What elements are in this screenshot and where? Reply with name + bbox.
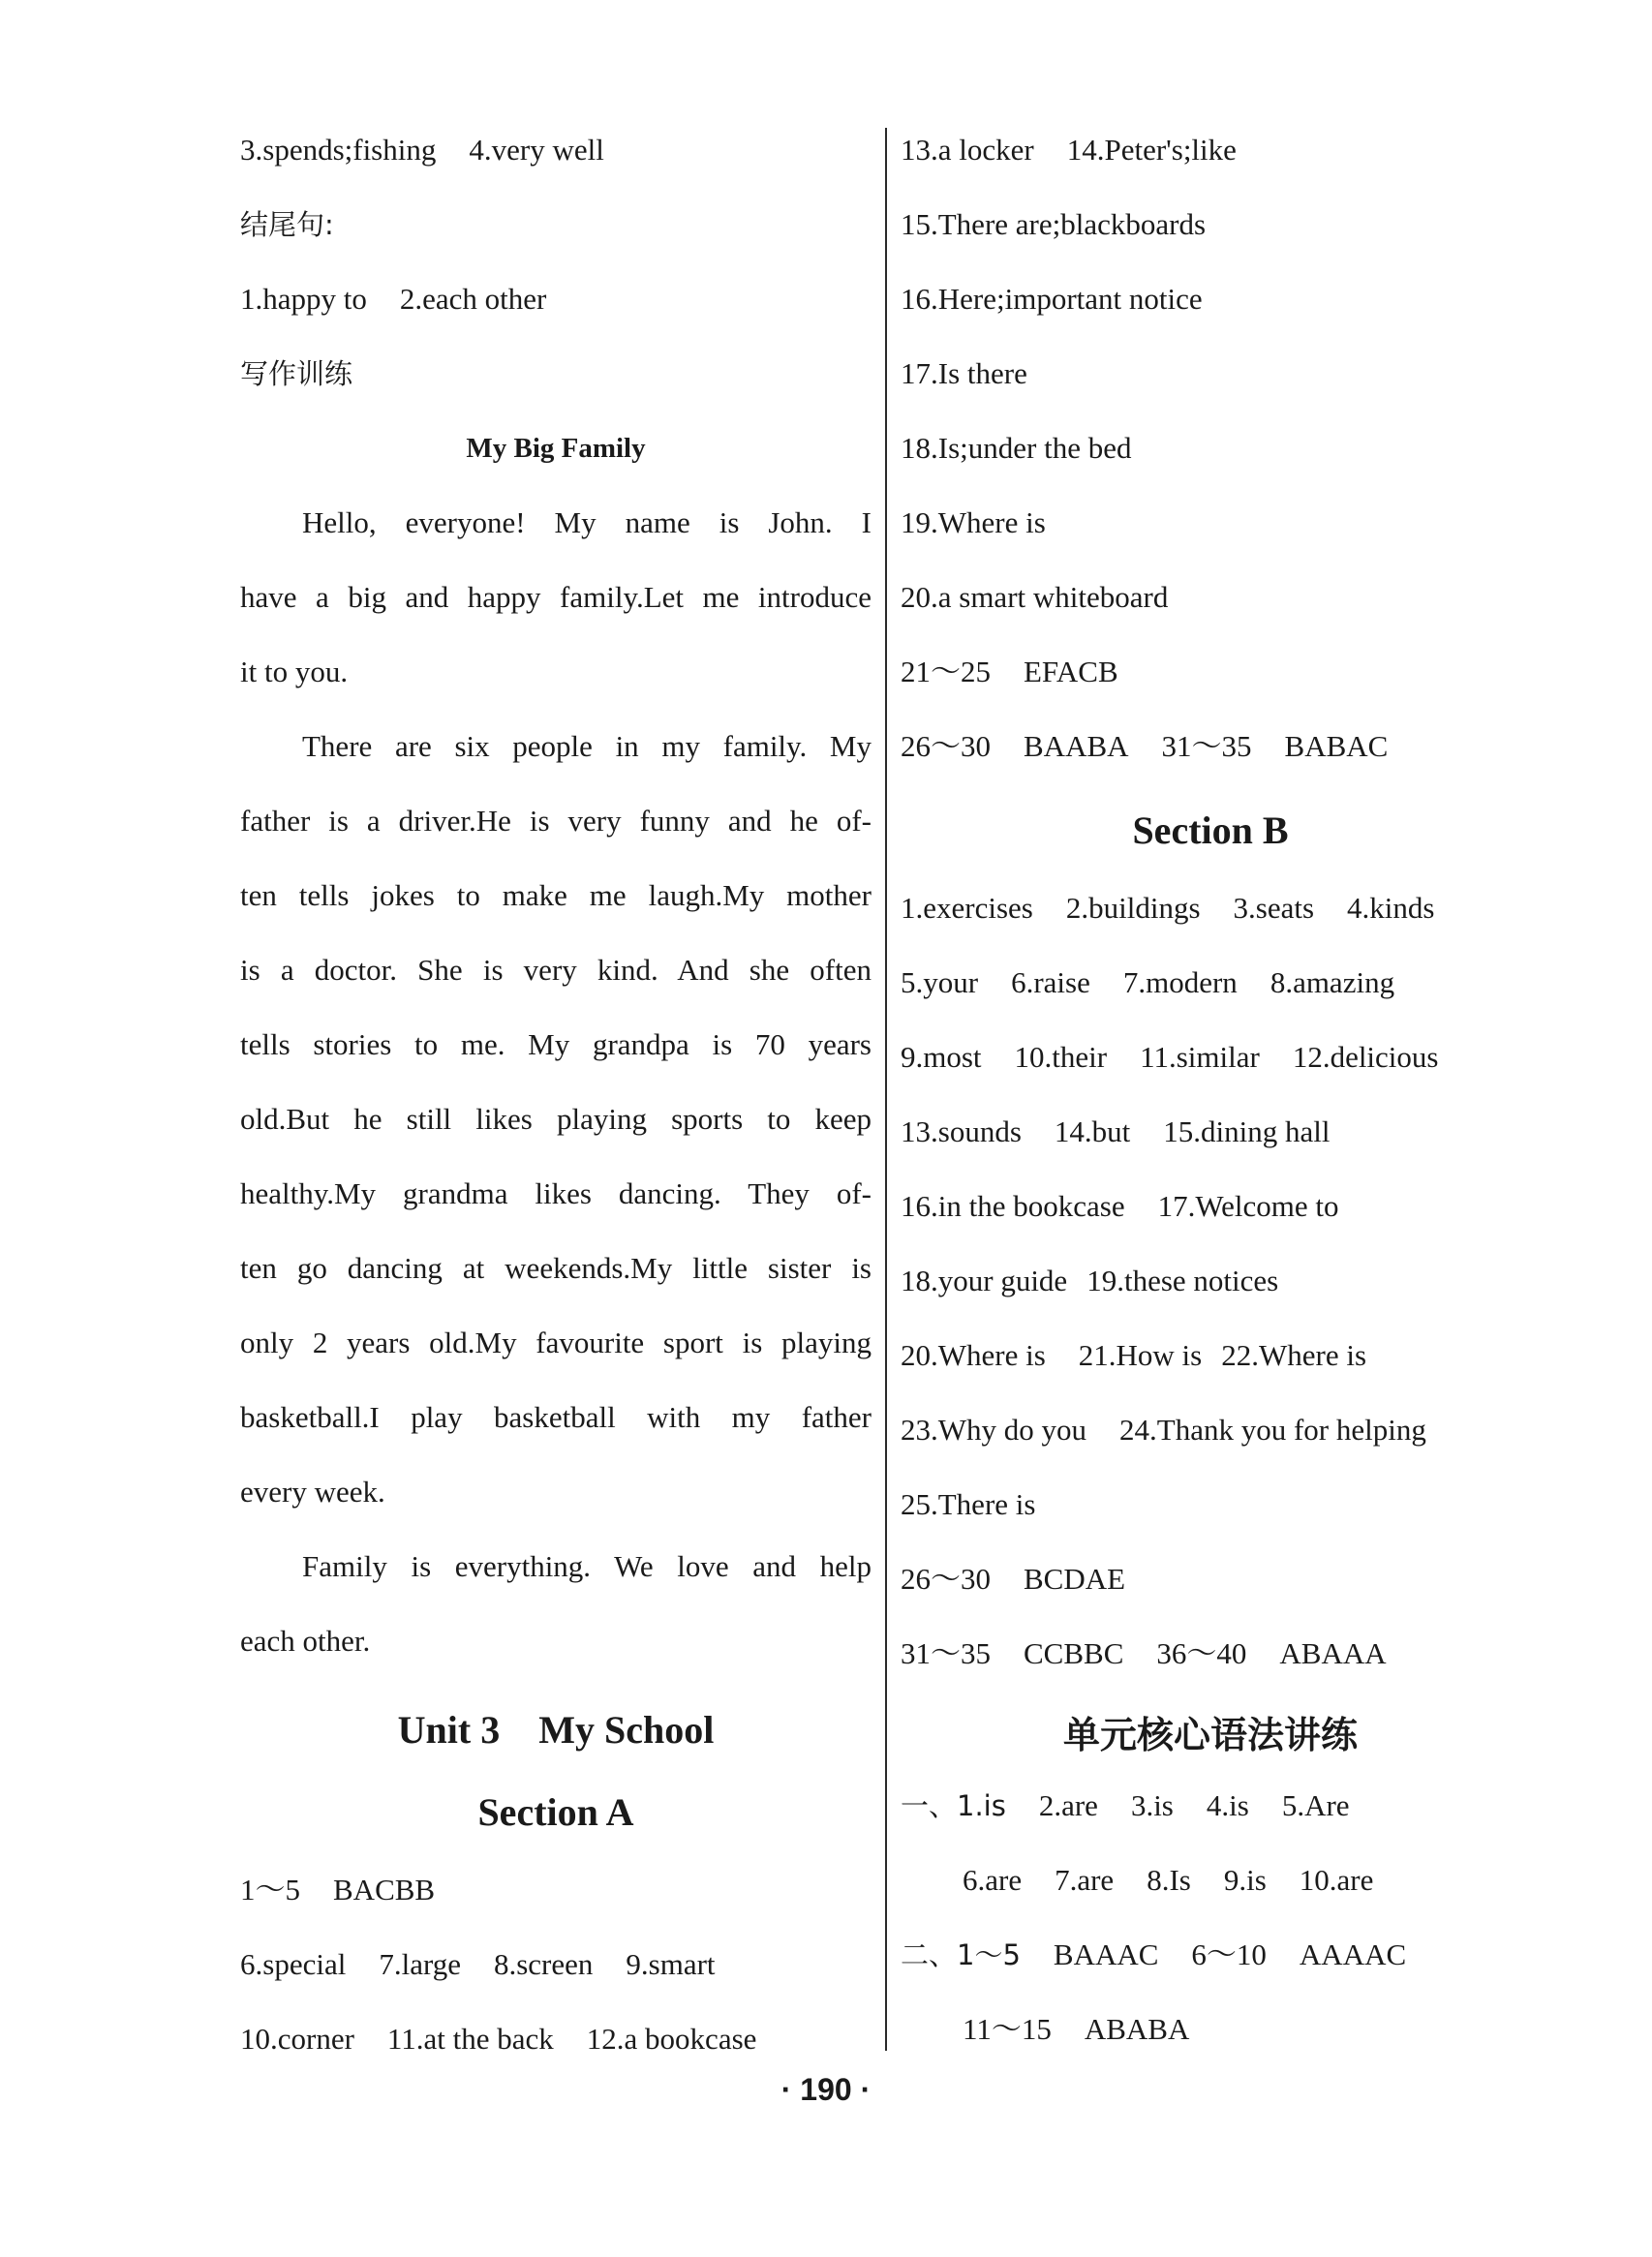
- answer-item: EFACB: [1024, 655, 1118, 688]
- answer-line: 16.Here;important notice: [901, 282, 1203, 316]
- answer-line: [901, 717, 1520, 792]
- answer-item: 13.sounds: [901, 1114, 1022, 1148]
- answer-item: 2.are: [1038, 1788, 1098, 1822]
- answer-item: 18.your guide: [901, 1264, 1068, 1297]
- grammar-practice-heading: 单元核心语法讲练: [1062, 1714, 1358, 1756]
- answer-line: [901, 1550, 1520, 1625]
- answer-item: 22.Where is: [1221, 1338, 1367, 1372]
- essay-line: every week.: [240, 1475, 385, 1509]
- answer-range: 1～5: [240, 1873, 300, 1906]
- answer-item: 1.happy to: [240, 282, 367, 316]
- essay-line: only 2 years old.My favourite sport is playing: [240, 1326, 872, 1359]
- answer-item: 14.but: [1054, 1114, 1131, 1148]
- answer-item: 6.are: [963, 1863, 1023, 1897]
- answer-item: 9.is: [1223, 1863, 1267, 1897]
- answer-item: 7.large: [379, 1947, 461, 1981]
- answer-range: 31～35: [1161, 729, 1252, 763]
- answer-range: 31～35: [901, 1636, 991, 1670]
- answer-item: 一、1.is: [901, 1789, 1006, 1822]
- answer-item: 12.delicious: [1292, 1040, 1439, 1074]
- answer-range: 26～30: [901, 729, 991, 763]
- answer-line: 25.There is: [901, 1487, 1036, 1521]
- answer-line: [901, 954, 1520, 1028]
- answer-item: 14.Peter's;like: [1066, 133, 1237, 167]
- answer-range: 21～25: [901, 655, 991, 688]
- answer-item: 4.kinds: [1347, 891, 1435, 925]
- answer-line: [240, 270, 872, 345]
- answer-line: [901, 1851, 1520, 1926]
- right-column: [901, 121, 1520, 2075]
- answer-item: 8.amazing: [1270, 965, 1395, 999]
- writing-practice-label: 写作训练: [240, 357, 353, 390]
- answer-item: BAAAC: [1053, 1937, 1159, 1971]
- essay-line: Family is everything. We love and help: [302, 1549, 872, 1583]
- answer-item: 10.their: [1014, 1040, 1108, 1074]
- answer-line: 20.a smart whiteboard: [901, 580, 1169, 614]
- answer-item: 10.are: [1299, 1863, 1374, 1897]
- answer-line: [901, 643, 1520, 717]
- essay-line: Hello, everyone! My name is John. I: [302, 505, 872, 539]
- answer-item: 10.corner: [240, 2022, 354, 2056]
- answer-item: 15.dining hall: [1163, 1114, 1331, 1148]
- answer-item: 5.Are: [1281, 1788, 1350, 1822]
- answer-item: 4.very well: [469, 133, 604, 167]
- answer-line: [901, 2000, 1520, 2075]
- answer-item: 9.smart: [626, 1947, 716, 1981]
- unit-title: Unit 3 My School: [397, 1708, 715, 1752]
- answer-item: 7.are: [1055, 1863, 1115, 1897]
- answer-range: 11～15: [963, 2012, 1052, 2046]
- answer-range: 二、1～5: [901, 1938, 1021, 1971]
- answer-line: [240, 1936, 872, 2010]
- essay-line: father is a driver.He is very funny and he of-: [240, 804, 872, 838]
- answer-item: 2.each other: [399, 282, 547, 316]
- essay-line: basketball.I play basketball with my father: [240, 1400, 872, 1434]
- answer-item: 17.Welcome to: [1157, 1189, 1339, 1223]
- answer-item: 19.these notices: [1086, 1264, 1279, 1297]
- answer-range: 6～10: [1191, 1937, 1267, 1971]
- essay-line: ten go dancing at weekends.My little sister is: [240, 1251, 872, 1285]
- answer-line: [901, 1401, 1520, 1476]
- answer-line: 17.Is there: [901, 356, 1027, 390]
- essay-title: My Big Family: [466, 433, 646, 464]
- section-a-heading: Section A: [477, 1790, 634, 1834]
- answer-item: 16.in the bookcase: [901, 1189, 1125, 1223]
- answer-item: BAABA: [1024, 729, 1129, 763]
- answer-range: 36～40: [1156, 1636, 1247, 1670]
- essay-line: have a big and happy family.Let me introduce: [240, 580, 872, 614]
- answer-line: 19.Where is: [901, 505, 1046, 539]
- essay-line: is a doctor. She is very kind. And she often: [240, 953, 872, 987]
- answer-item: BACBB: [333, 1873, 436, 1906]
- left-column: [240, 121, 872, 2085]
- answer-item: 11.similar: [1140, 1040, 1260, 1074]
- essay-line: each other.: [240, 1624, 371, 1658]
- answer-item: 8.screen: [493, 1947, 594, 1981]
- essay-line: There are six people in my family. My: [302, 729, 872, 763]
- essay-line: tells stories to me. My grandpa is 70 years: [240, 1027, 872, 1061]
- answer-line: [240, 1861, 872, 1936]
- answer-item: BCDAE: [1024, 1562, 1126, 1596]
- answer-item: ABAAA: [1279, 1636, 1387, 1670]
- answer-item: 23.Why do you: [901, 1413, 1087, 1447]
- page-number: · 190 ·: [780, 2072, 872, 2107]
- answer-item: 3.seats: [1233, 891, 1315, 925]
- answer-line: [901, 879, 1520, 954]
- answer-item: 12.a bookcase: [586, 2022, 757, 2056]
- answer-line: [901, 1252, 1520, 1327]
- answer-item: 13.a locker: [901, 133, 1034, 167]
- answer-item: AAAAC: [1299, 1937, 1407, 1971]
- answer-line: [901, 1777, 1520, 1851]
- essay-line: old.But he still likes playing sports to keep: [240, 1102, 872, 1136]
- section-b-heading: Section B: [1132, 808, 1289, 852]
- answer-item: 5.your: [901, 965, 979, 999]
- answer-line: [901, 1926, 1520, 2000]
- ending-sentence-label: 结尾句:: [240, 208, 334, 241]
- answer-item: 21.How is: [1078, 1338, 1203, 1372]
- answer-item: 4.is: [1206, 1788, 1249, 1822]
- answer-item: 6.raise: [1011, 965, 1090, 999]
- answer-item: 24.Thank you for helping: [1119, 1413, 1426, 1447]
- answer-item: 8.Is: [1147, 1863, 1191, 1897]
- answer-item: CCBBC: [1024, 1636, 1124, 1670]
- answer-item: 2.buildings: [1065, 891, 1201, 925]
- answer-item: BABAC: [1284, 729, 1389, 763]
- answer-line: [901, 1625, 1520, 1699]
- answer-line: 15.There are;blackboards: [901, 207, 1207, 241]
- answer-item: ABABA: [1084, 2012, 1190, 2046]
- answer-line: [901, 1028, 1520, 1103]
- answer-line: [901, 1103, 1520, 1177]
- answer-item: 11.at the back: [386, 2022, 554, 2056]
- answer-item: 1.exercises: [901, 891, 1033, 925]
- answer-item: 6.special: [240, 1947, 347, 1981]
- answer-item: 3.spends;fishing: [240, 133, 437, 167]
- essay-line: healthy.My grandma likes dancing. They of-: [240, 1176, 872, 1210]
- answer-line: 18.Is;under the bed: [901, 431, 1132, 465]
- answer-item: 3.is: [1130, 1788, 1174, 1822]
- answer-range: 26～30: [901, 1562, 991, 1596]
- answer-line: [901, 121, 1520, 196]
- column-divider: [885, 128, 887, 2051]
- answer-item: 9.most: [901, 1040, 982, 1074]
- answer-line: [901, 1327, 1520, 1401]
- answer-line: [240, 121, 872, 196]
- essay-line: ten tells jokes to make me laugh.My mother: [240, 878, 872, 912]
- answer-item: 20.Where is: [901, 1338, 1046, 1372]
- answer-line: [901, 1177, 1520, 1252]
- essay-line: it to you.: [240, 655, 349, 688]
- answer-item: 7.modern: [1122, 965, 1238, 999]
